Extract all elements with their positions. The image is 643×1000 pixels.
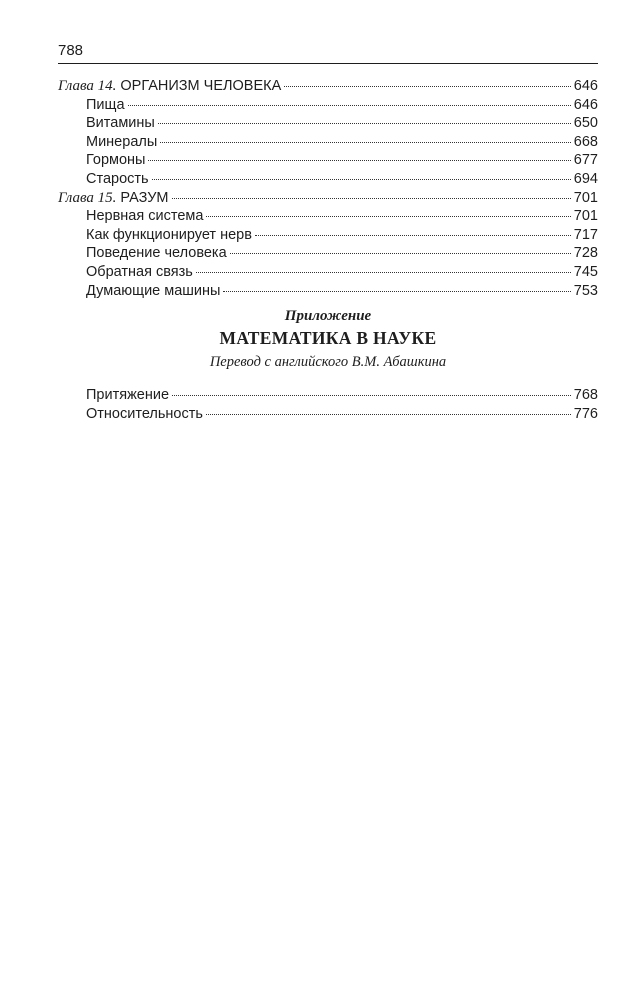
page-ref: 677 <box>573 152 598 169</box>
appendix-kicker: Приложение <box>284 308 372 324</box>
page-ref: 717 <box>573 226 598 243</box>
appendix-title: МАТЕМАТИКА В НАУКЕ <box>219 328 437 348</box>
dot-leader <box>206 414 571 415</box>
dot-leader <box>230 253 571 254</box>
page-ref: 694 <box>573 170 598 187</box>
page-ref: 745 <box>573 263 598 280</box>
toc-section-row <box>58 170 598 189</box>
toc-section-row <box>58 96 598 115</box>
dot-leader <box>172 198 571 199</box>
dot-leader <box>160 142 571 143</box>
appendix-subtitle: Перевод с английского В.М. Абашкина <box>209 354 447 370</box>
chapter-prefix: Глава 14. <box>58 78 117 94</box>
dot-leader <box>196 272 571 273</box>
toc-section-row <box>58 263 598 282</box>
page-number: 788 <box>58 42 84 59</box>
toc-chapter-row <box>58 77 598 96</box>
dot-leader <box>284 86 571 87</box>
table-of-contents <box>58 77 598 300</box>
toc-section-row <box>58 226 598 245</box>
dot-leader <box>255 235 571 236</box>
toc-section-row <box>58 405 598 424</box>
section-title: Минералы <box>86 133 158 150</box>
dot-leader <box>206 216 570 217</box>
chapter-title: ОРГАНИЗМ ЧЕЛОВЕКА <box>120 78 282 94</box>
toc-section-row <box>58 151 598 170</box>
toc-chapter-row <box>58 189 598 208</box>
toc-section-row <box>58 133 598 152</box>
dot-leader <box>152 179 571 180</box>
appendix-contents <box>58 386 598 423</box>
page-ref: 668 <box>573 133 598 150</box>
page-ref: 728 <box>573 245 598 262</box>
page-ref: 646 <box>573 96 598 113</box>
page-ref: 776 <box>573 405 598 422</box>
section-title: Притяжение <box>86 387 170 403</box>
toc-section-row <box>58 244 598 263</box>
dot-leader <box>172 395 571 396</box>
toc-section-row <box>58 386 598 405</box>
header-rule <box>58 63 598 64</box>
section-title: Поведение человека <box>86 245 227 262</box>
section-title: Пища <box>86 96 125 113</box>
page-ref: 646 <box>573 78 598 94</box>
chapter-prefix: Глава 15. <box>58 189 117 206</box>
page-ref: 701 <box>573 189 598 206</box>
page-ref: 753 <box>573 282 598 299</box>
section-title: Нервная система <box>86 208 204 225</box>
section-title: Относительность <box>86 405 203 422</box>
page-ref: 650 <box>573 115 598 132</box>
toc-section-row <box>58 114 598 133</box>
dot-leader <box>128 105 571 106</box>
section-title: Витамины <box>86 115 155 132</box>
section-title: Как функционирует нерв <box>86 226 252 243</box>
section-title: Думающие машины <box>86 282 221 299</box>
section-title: Старость <box>86 170 149 187</box>
chapter-title: РАЗУМ <box>120 189 169 206</box>
dot-leader <box>223 291 570 292</box>
page-ref: 701 <box>573 208 598 225</box>
section-title: Обратная связь <box>86 263 193 280</box>
page-ref: 768 <box>573 387 598 403</box>
toc-section-row <box>58 282 598 301</box>
dot-leader <box>158 123 571 124</box>
toc-section-row <box>58 207 598 226</box>
section-title: Гормоны <box>86 152 146 169</box>
dot-leader <box>148 160 570 161</box>
